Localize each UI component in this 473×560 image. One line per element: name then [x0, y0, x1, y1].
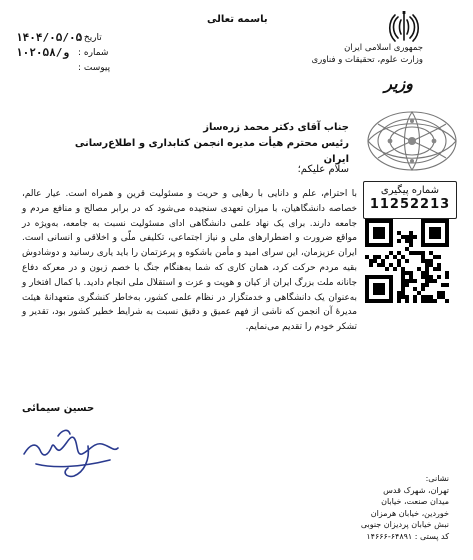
address-block	[329, 473, 449, 542]
tracking-number: 11252213	[369, 197, 451, 212]
attachment-row	[6, 60, 136, 75]
address-line-5: کد پستی : ۶۴۸۹۱-۱۴۶۶۶	[366, 531, 449, 541]
handwritten-signature-icon	[18, 416, 128, 482]
ministry-name	[303, 42, 423, 66]
address-line-2: میدان صنعت، خیابان	[381, 497, 449, 506]
address-line-3: خوردین، خیابان هرمزان	[370, 508, 449, 518]
bismillah-heading: باسمه تعالی	[207, 14, 268, 25]
date-row	[6, 30, 136, 45]
recipient-title: رئیس محترم هیأت مدیره انجمن کتابداری و اطلاع‌رسانی ایران	[74, 138, 349, 165]
signer-name: حسین سیمائی	[22, 403, 95, 414]
number-row	[6, 45, 136, 60]
salutation: سلام علیکم؛	[297, 164, 349, 175]
number-value: ۱۰۲۰۵۸/و	[16, 46, 69, 59]
ministry-line-1: جمهوری اسلامی ایران	[344, 43, 423, 53]
iran-emblem-icon	[388, 10, 420, 44]
ornamental-seal-icon	[362, 108, 462, 174]
tracking-number-box	[363, 181, 457, 219]
date-value: ۱۴۰۴/۰۵/۰۵	[16, 31, 83, 44]
recipient-block	[49, 120, 349, 168]
office-title: وزیر	[384, 74, 413, 93]
address-line-1: تهران، شهرک قدس	[383, 485, 449, 495]
address-line-4: نبش خیابان پردیزان جنوبی	[360, 520, 449, 529]
ministry-line-2: وزارت علوم، تحقیقات و فناوری	[311, 55, 423, 65]
qr-code-icon	[365, 219, 449, 303]
attachment-label: پیوست :	[78, 62, 111, 73]
tracking-label: شماره پیگیری	[380, 185, 440, 196]
letter-body: با احترام، علم و دانایی با رهایی و حریت و مسئولیت قرین و همراه است. عیار عالم، خصاصه دانشگاهیان، با میزان تعهدی سنجیده می‌شود که در برابر مصالح و منافع مردم و جامعه دارند. برای یک نهاد علمی دانشگاهی ادای مسئولیت نسبت به جامعه، به‌ویژه در مواقع ضرورت و اضطرارهای ملی و نیاز اجتماعی، تکلیفی ملّی و اخلاقی و انسانی است. ایران عزیزمان، این سرای امید و مأمن باشکوه و پرعزتمان را باید یاری رسانید و دوشادوش بقیه مردم حرکت کرد، همان کاری که شما به‌هنگام جنگ با خصم زبون و در معرکه دفاع جانانه ملت بزرگ ایران از کیان و هویت و عزت و استقلال ملی انجام دادید. با کمال افتخار و به‌عنوان یک دانشگاهی و خدمتگزار در نظام علمی کشور، به‌خاطر کنشگری متعهدانهٔ هیئت مدیرهٔ آن انجمن که ناشی از فهم عمیق و دقیق نسبت به شرایط خطیر کشور بود، تقدیر و تشکر خودم را تقدیم می‌نمایم.	[22, 189, 357, 333]
recipient-name: جناب آقای دکتر محمد زره‌ساز	[203, 122, 349, 133]
address-title: نشانی:	[425, 474, 449, 483]
number-label: شماره :	[78, 47, 109, 58]
letter-metadata	[6, 30, 136, 75]
date-label: تاریخ :	[78, 32, 102, 43]
